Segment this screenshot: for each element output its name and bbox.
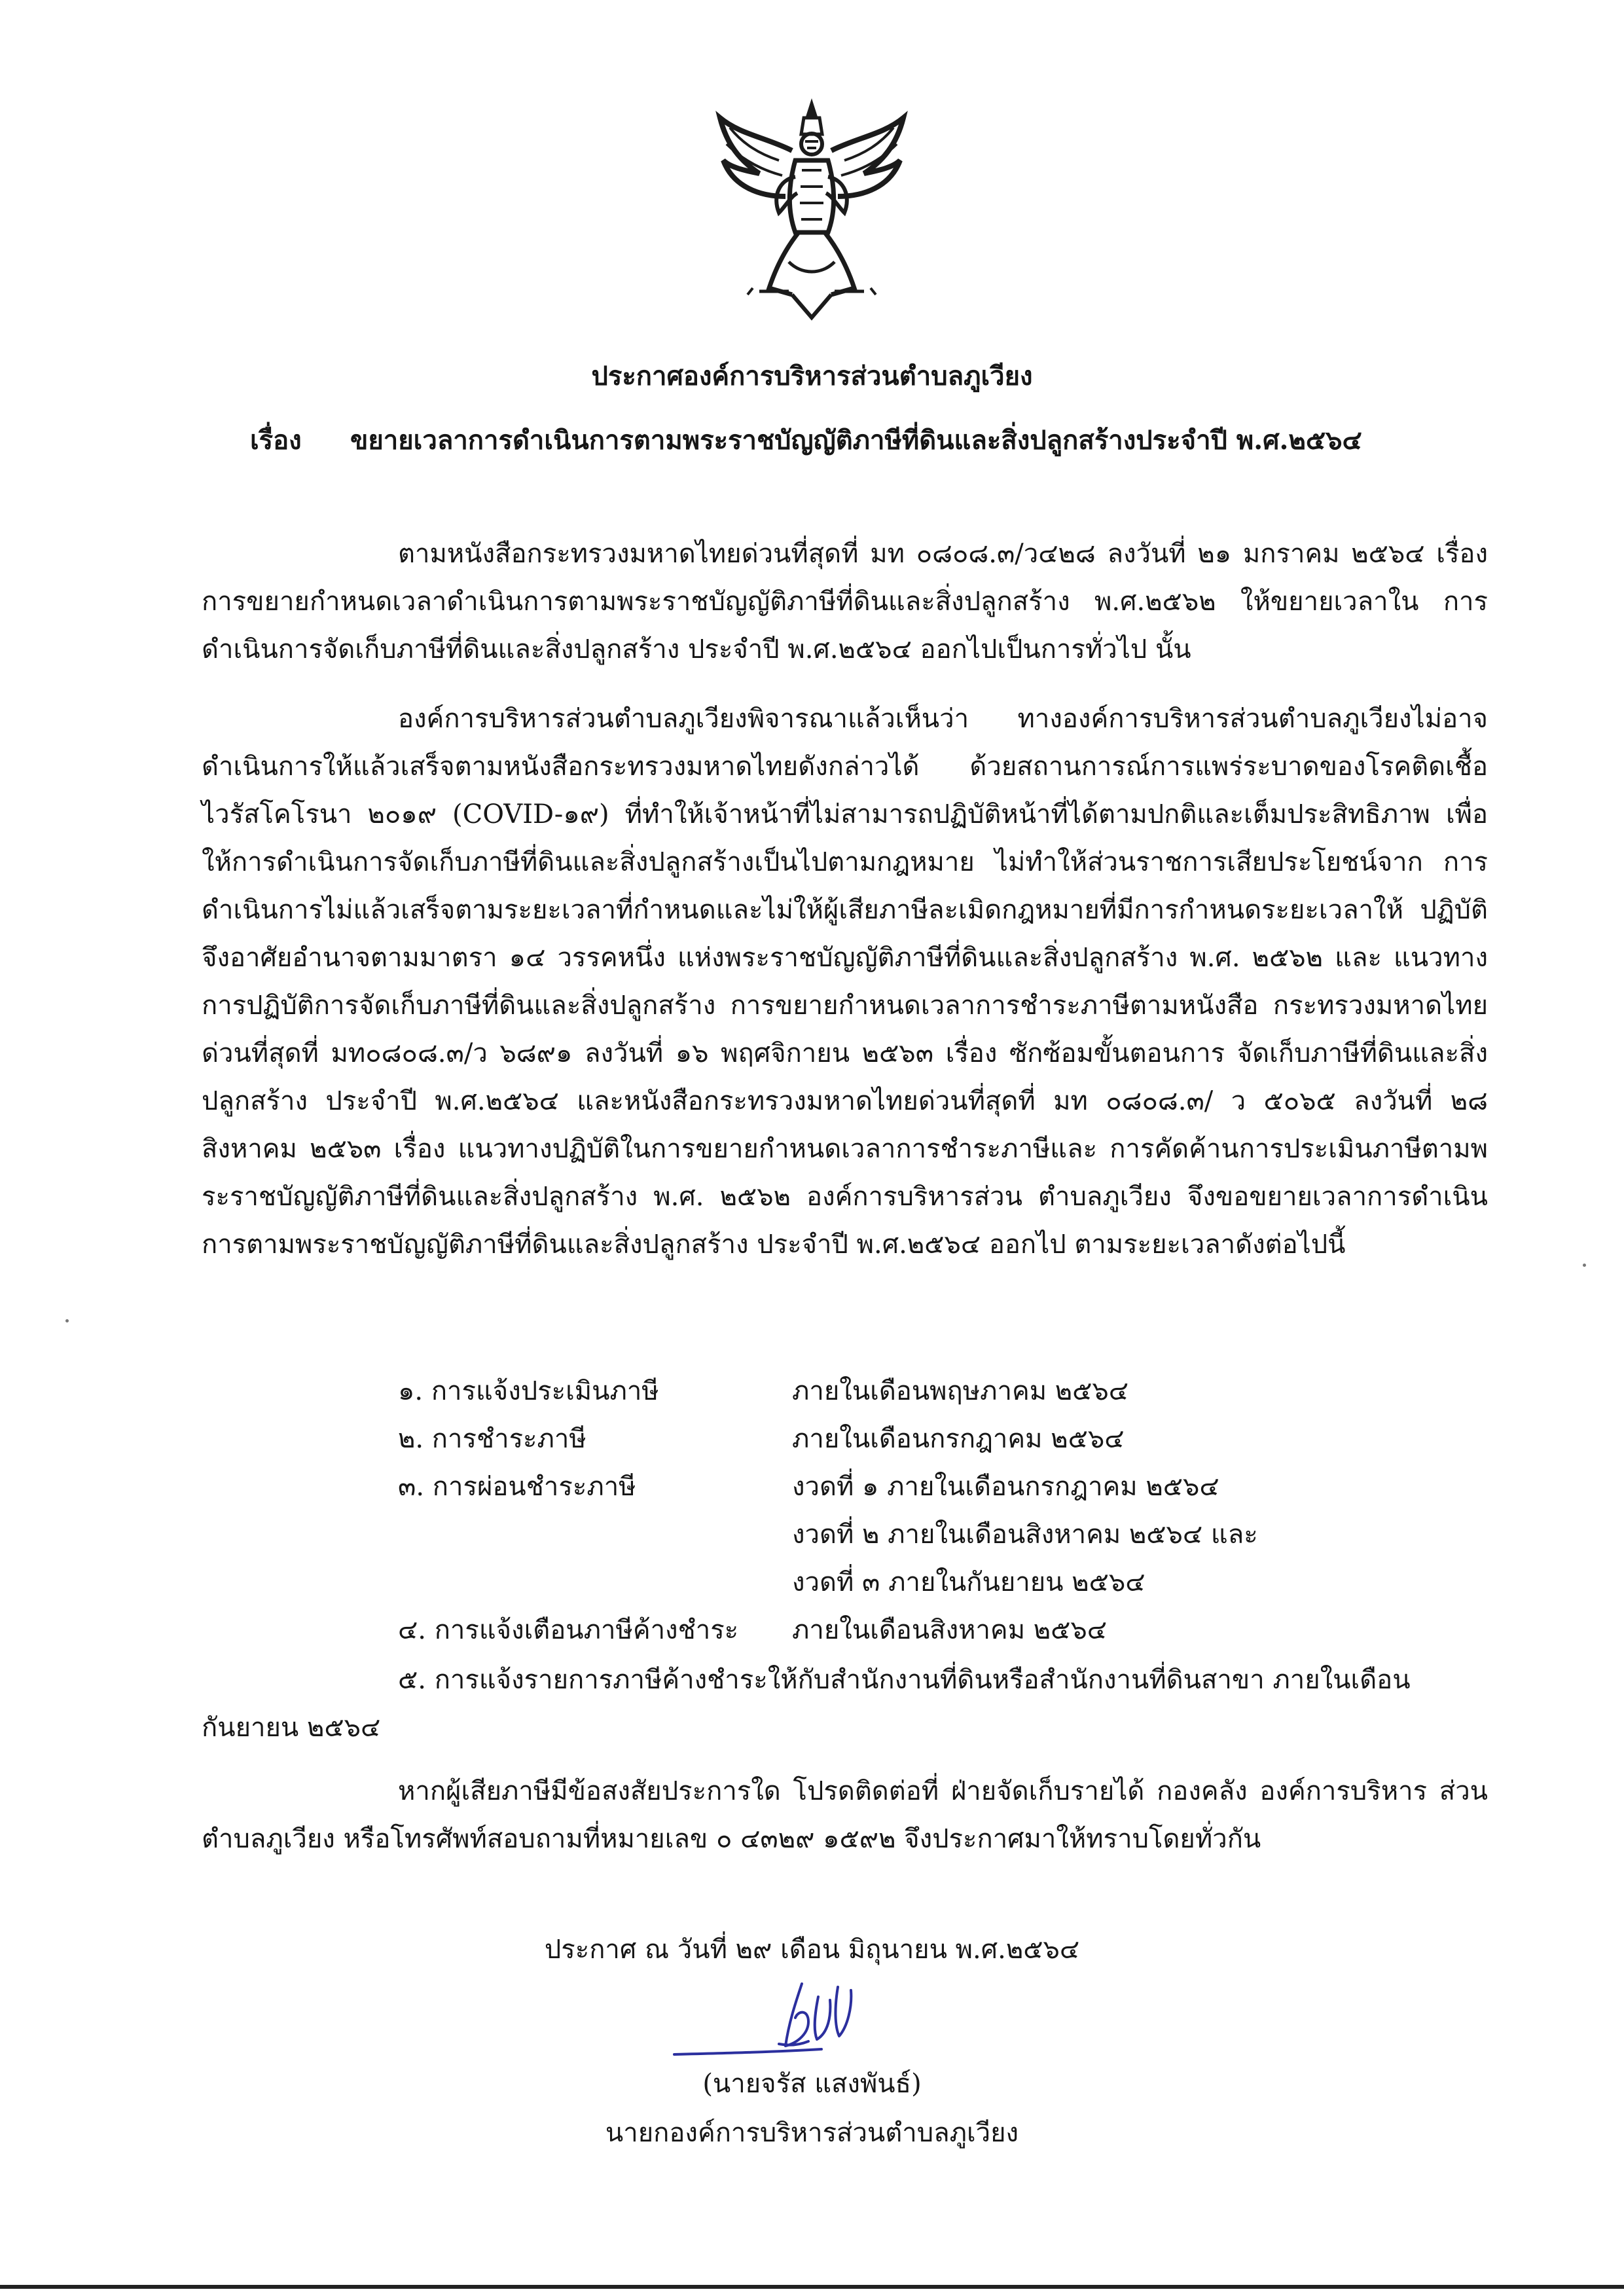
schedule-label: ๒. การชำระภาษี	[398, 1424, 586, 1454]
schedule-period: งวดที่ ๓ ภายในกันยายน ๒๕๖๔	[792, 1567, 1146, 1597]
paragraph-1	[202, 530, 1488, 674]
signer-name: (นายจรัส แสงพันธ์)	[702, 2069, 922, 2099]
paragraph-2-text: องค์การบริหารส่วนตำบลภูเวียงพิจารณาแล้วเห็นว่า ทางองค์การบริหารส่วนตำบลภูเวียงไม่อาจ ดำเนินการให้แล้วเสร็จตามหนังสือกระทรวงมหาดไทยดังกล่าวได้ ด้วยสถานการณ์การแพร่ระบาดของโรคติดเชื้อ ไวรัสโคโรนา ๒๐๑๙ (COVID-๑๙) ที่ทำให้เจ้าหน้าที่ไม่สามารถปฏิบัติหน้าที่ได้ตามปกติและเต็มประสิทธิภาพ เพื่อให้การดำเนินการจัดเก็บภาษีที่ดินและสิ่งปลูกสร้างเป็นไปตามกฎหมาย ไม่ทำให้ส่วนราชการเสียประโยชน์จาก การดำเนินการไม่แล้วเสร็จตามระยะเวลาที่กำหนดและไม่ให้ผู้เสียภาษีละเมิดกฎหมายที่มีการกำหนดระยะเวลาให้ ปฏิบัติ จึงอาศัยอำนาจตามมาตรา ๑๔ วรรคหนึ่ง แห่งพระราชบัญญัติภาษีที่ดินและสิ่งปลูกสร้าง พ.ศ. ๒๕๖๒ และ แนวทางการปฏิบัติการจัดเก็บภาษีที่ดินและสิ่งปลูกสร้าง การขยายกำหนดเวลาการชำระภาษีตามหนังสือ กระทรวงมหาดไทยด่วนที่สุดที่ มท๐๘๐๘.๓/ว ๖๘๙๑ ลงวันที่ ๑๖ พฤศจิกายน ๒๕๖๓ เรื่อง ซักซ้อมขั้นตอนการ จัดเก็บภาษีที่ดินและสิ่งปลูกสร้าง ประจำปี พ.ศ.๒๕๖๔ และหนังสือกระทรวงมหาดไทยด่วนที่สุดที่ มท ๐๘๐๘.๓/ ว ๕๐๖๕ ลงวันที่ ๒๘ สิงหาคม ๒๕๖๓ เรื่อง แนวทางปฏิบัติในการขยายกำหนดเวลาการชำระภาษีและ การคัดค้านการประเมินภาษีตามพระราชบัญญัติภาษีที่ดินและสิ่งปลูกสร้าง พ.ศ. ๒๕๖๒ องค์การบริหารส่วน ตำบลภูเวียง จึงขอขยายเวลาการดำเนินการตามพระราชบัญญัติภาษีที่ดินและสิ่งปลูกสร้าง ประจำปี พ.ศ.๒๕๖๔ ออกไป ตามระยะเวลาดังต่อไปนี้	[202, 704, 1488, 1260]
paragraph-3-text: หากผู้เสียภาษีมีข้อสงสัยประการใด โปรดติดต่อที่ ฝ่ายจัดเก็บรายได้ กองคลัง องค์การบริหาร ส่วนตำบลภูเวียง หรือโทรศัพท์สอบถามที่หมายเลข ๐ ๔๓๒๙ ๑๕๙๒ จึงประกาศมาให้ทราบโดยทั่วกัน	[202, 1776, 1488, 1854]
garuda-emblem-icon	[713, 98, 910, 321]
schedule-period: ภายในเดือนสิงหาคม ๒๕๖๔	[792, 1615, 1108, 1645]
schedule-item-5	[202, 1656, 1488, 1752]
schedule-period: งวดที่ ๒ ภายในเดือนสิงหาคม ๒๕๖๔ และ	[792, 1520, 1258, 1550]
subject-label: เรื่อง	[250, 425, 302, 456]
schedule-row	[0, 1609, 1624, 1656]
paragraph-1-text: ตามหนังสือกระทรวงมหาดไทยด่วนที่สุดที่ มท ๐๘๐๘.๓/ว๔๒๘ ลงวันที่ ๒๑ มกราคม ๒๕๖๔ เรื่อง การขยายกำหนดเวลาดำเนินการตามพระราชบัญญัติภาษีที่ดินและสิ่งปลูกสร้าง พ.ศ.๒๕๖๒ ให้ขยายเวลาใน การดำเนินการจัดเก็บภาษีที่ดินและสิ่งปลูกสร้าง ประจำปี พ.ศ.๒๕๖๔ ออกไปเป็นการทั่วไป นั้น	[202, 539, 1488, 665]
schedule-row	[0, 1417, 1624, 1465]
signature-icon	[668, 1971, 890, 2062]
schedule-period: ภายในเดือนพฤษภาคม ๒๕๖๔	[792, 1376, 1129, 1406]
subject-text: ขยายเวลาการดำเนินการตามพระราชบัญญัติภาษีที่ดินและสิ่งปลูกสร้างประจำปี พ.ศ.๒๕๖๔	[350, 425, 1362, 456]
paragraph-3	[202, 1768, 1488, 1863]
schedule-period: งวดที่ ๑ ภายในเดือนกรกฎาคม ๒๕๖๔	[792, 1472, 1219, 1502]
schedule-row	[0, 1370, 1624, 1417]
scan-speck	[1583, 1264, 1586, 1267]
paragraph-2	[202, 695, 1488, 1269]
schedule-row	[0, 1561, 1624, 1609]
schedule-row	[0, 1465, 1624, 1513]
schedule-period: ภายในเดือนกรกฎาคม ๒๕๖๔	[792, 1424, 1125, 1454]
schedule-label: ๑. การแจ้งประเมินภาษี	[398, 1376, 659, 1406]
announcement-title: ประกาศองค์การบริหารส่วนตำบลภูเวียง	[591, 361, 1033, 392]
schedule-label: ๓. การผ่อนชำระภาษี	[398, 1472, 636, 1502]
scan-edge-line	[0, 2285, 1624, 2289]
announcement-date: ประกาศ ณ วันที่ ๒๙ เดือน มิถุนายน พ.ศ.๒๕๖๔	[544, 1935, 1080, 1965]
signer-title: นายกองค์การบริหารส่วนตำบลภูเวียง	[605, 2118, 1019, 2148]
schedule-label: ๔. การแจ้งเตือนภาษีค้างชำระ	[398, 1615, 739, 1645]
schedule-row	[0, 1513, 1624, 1561]
scan-speck	[65, 1319, 69, 1322]
schedule-item-5-text: ๕. การแจ้งรายการภาษีค้างชำระให้กับสำนักงานที่ดินหรือสำนักงานที่ดินสาขา ภายในเดือนกันยายน ๒๕๖๔	[202, 1665, 1411, 1743]
